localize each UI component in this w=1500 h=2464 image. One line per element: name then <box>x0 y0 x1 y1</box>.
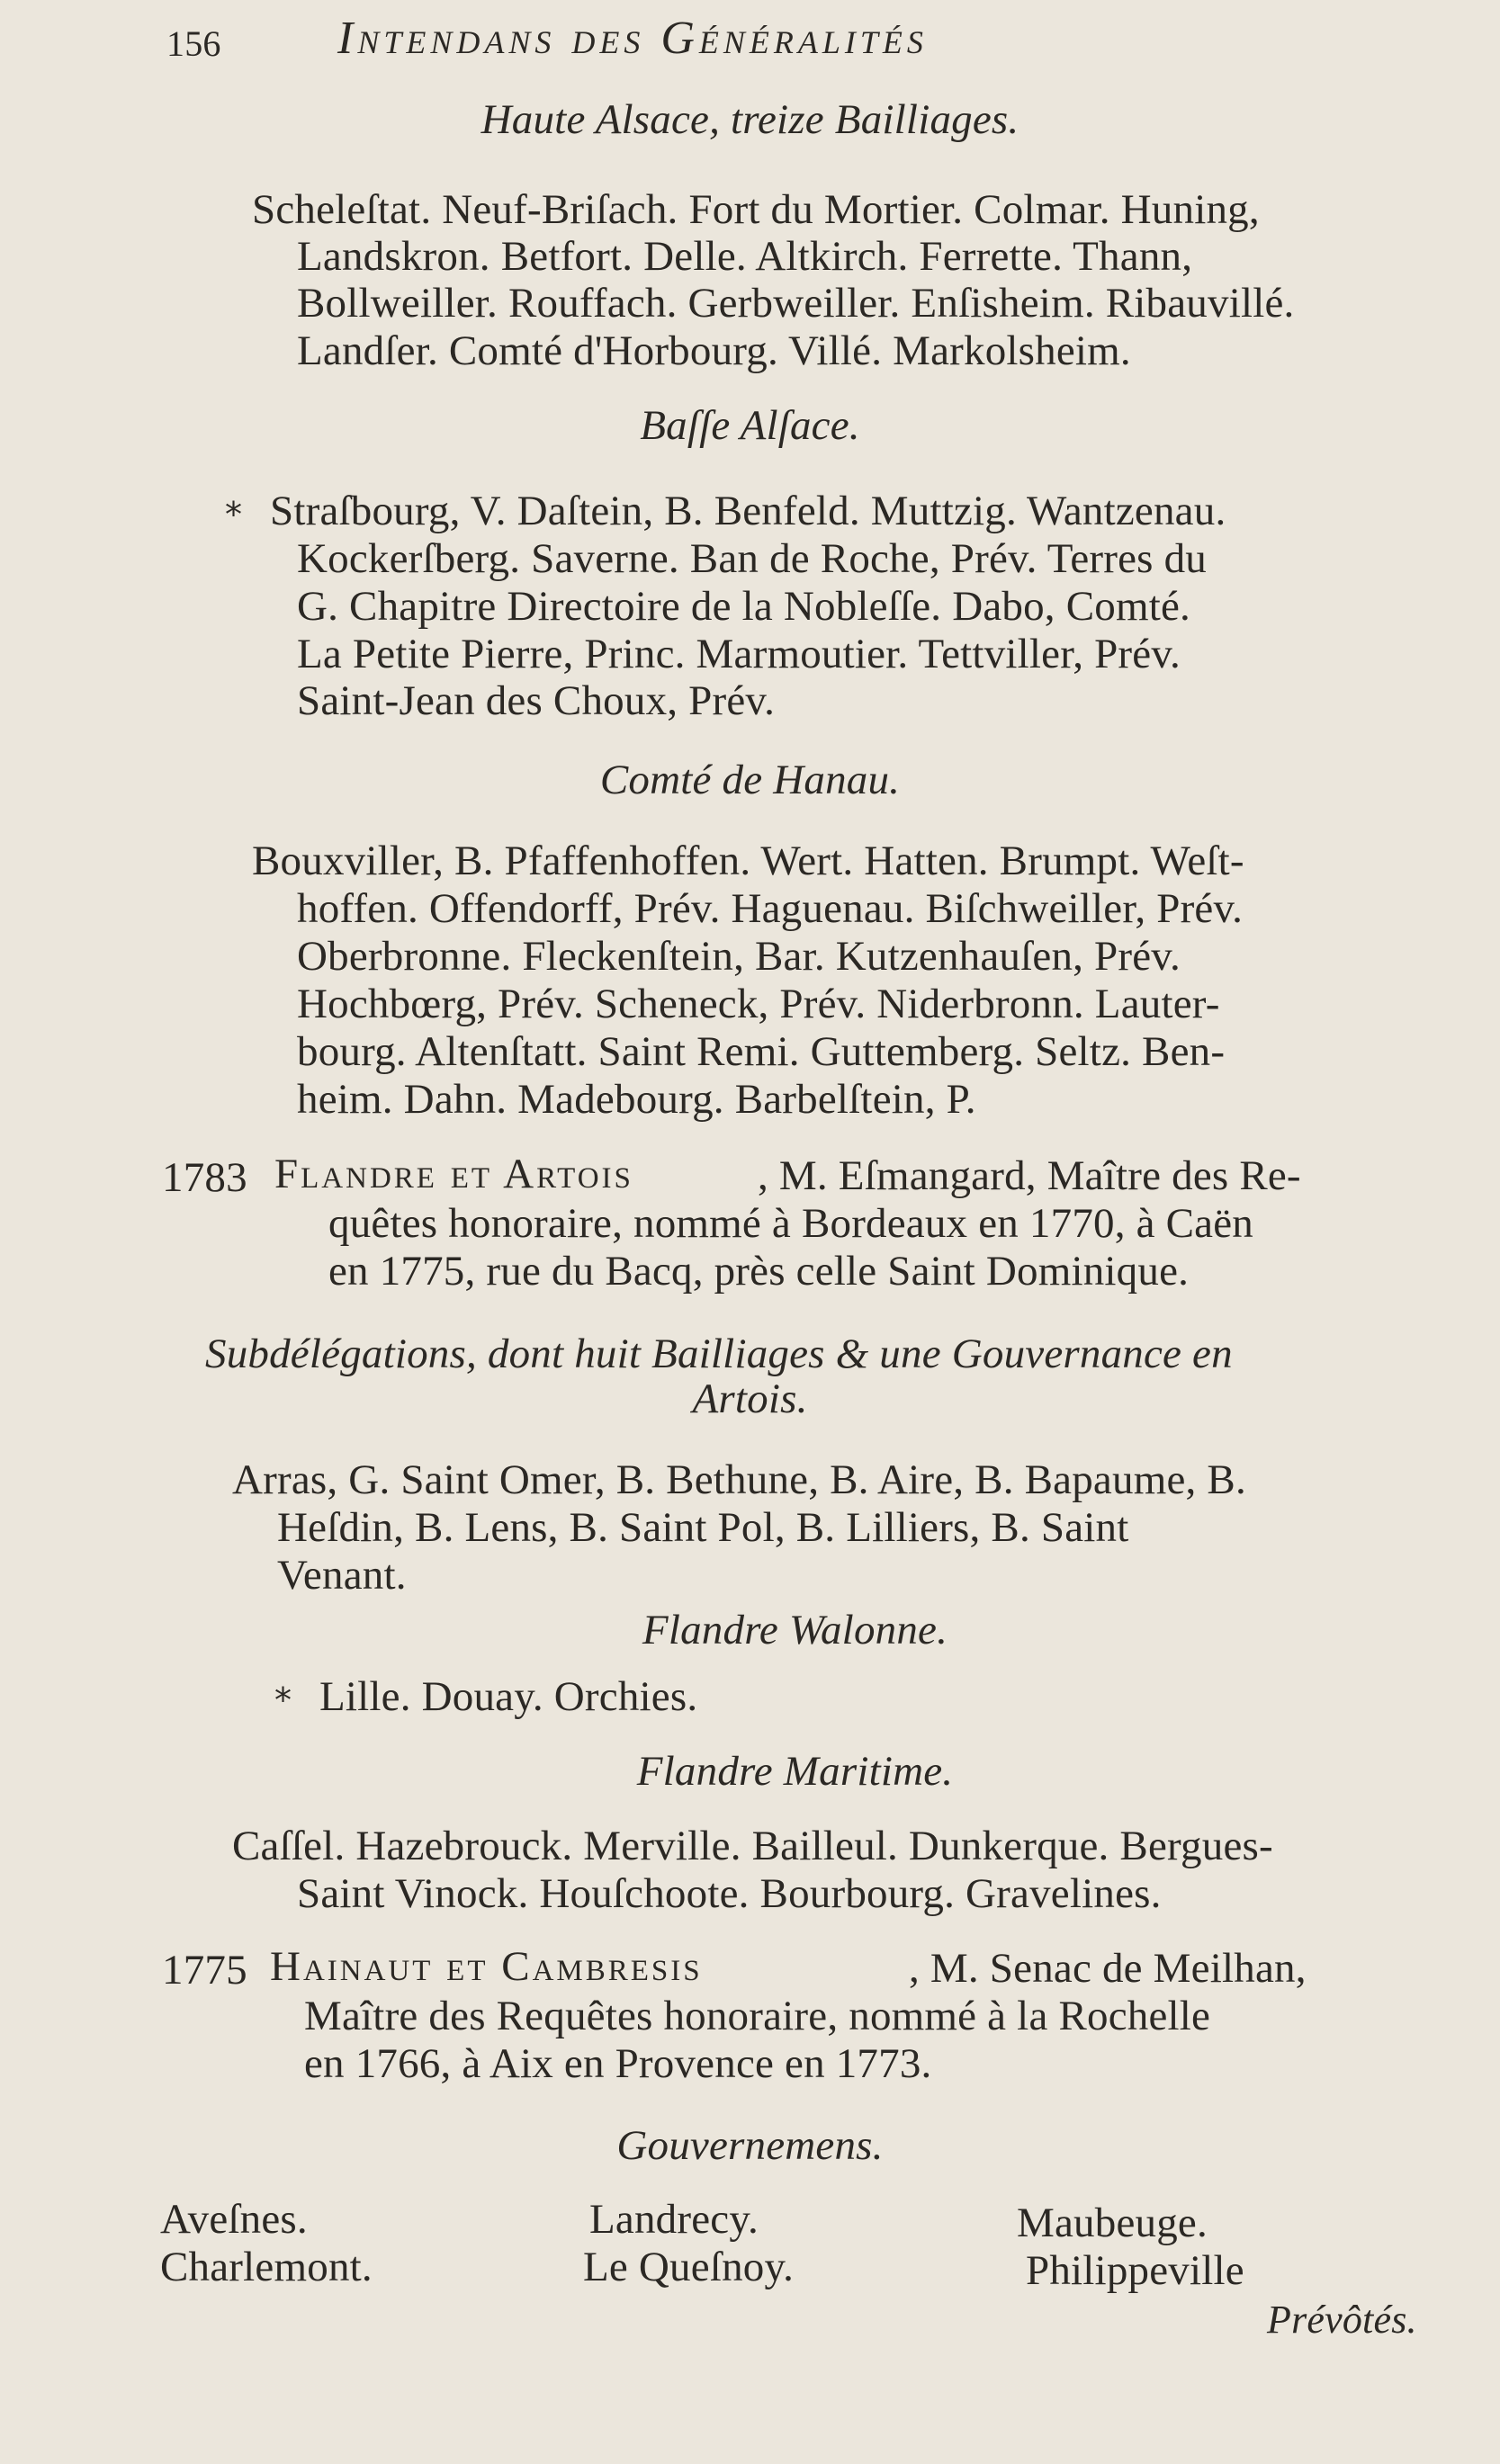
gouvernement-item: Philippeville <box>1026 2247 1244 2294</box>
hanau-line: hoffen. Offendorff, Prév. Haguenau. Biſchweiller, Prév. <box>297 885 1244 932</box>
basse-alsace-line: Saint-Jean des Choux, Prév. <box>297 677 776 724</box>
hainaut-line: , M. Senac de Meilhan, <box>909 1945 1307 1992</box>
gouvernement-item: Aveſnes. <box>160 2196 308 2243</box>
section-title-haute-alsace: Haute Alsace, treize Bailliages. <box>481 96 1019 143</box>
flandre-line: en 1775, rue du Bacq, près celle Saint Dominique. <box>328 1248 1190 1295</box>
flandre-line: , M. Eſmangard, Maître des Re- <box>758 1152 1301 1199</box>
haute-alsace-line: Scheleſtat. Neuf-Briſach. Fort du Mortier. Colmar. Huning, <box>252 186 1260 233</box>
hanau-line: Hochbœrg, Prév. Scheneck, Prév. Niderbronn. Lauter- <box>297 981 1220 1027</box>
page-number: 156 <box>166 23 221 64</box>
artois-line: Venant. <box>277 1552 407 1599</box>
star-marker: * <box>225 495 243 534</box>
hanau-line: Bouxviller, B. Pfaffenhoffen. Wert. Hatten. Brumpt. Weſt- <box>252 838 1244 884</box>
haute-alsace-line: Landskron. Betfort. Delle. Altkirch. Ferrette. Thann, <box>297 233 1193 280</box>
gouvernement-item: Landrecy. <box>589 2196 759 2243</box>
maritime-line: Caſſel. Hazebrouck. Merville. Bailleul. Dunkerque. Bergues- <box>232 1823 1273 1869</box>
entry-name-hainaut: Hainaut et Cambresis <box>270 1943 703 1990</box>
basse-alsace-line: Straſbourg, V. Daſtein, B. Benfeld. Muttzig. Wantzenau. <box>270 488 1226 534</box>
haute-alsace-line: Bollweiller. Rouffach. Gerbweiller. Enſisheim. Ribauvillé. <box>297 280 1295 327</box>
artois-line: Heſdin, B. Lens, B. Saint Pol, B. Lilliers, B. Saint <box>277 1504 1129 1551</box>
maritime-line: Saint Vinock. Houſchoote. Bourbourg. Gravelines. <box>297 1870 1162 1917</box>
gouvernement-item: Maubeuge. <box>1017 2200 1208 2246</box>
section-title-flandre-walonne: Flandre Walonne. <box>642 1607 948 1653</box>
hanau-line: heim. Dahn. Madebourg. Barbelſtein, P. <box>297 1076 976 1123</box>
gouvernement-item: Le Queſnoy. <box>583 2244 795 2290</box>
section-title-hanau: Comté de Hanau. <box>599 757 901 803</box>
basse-alsace-line: La Petite Pierre, Princ. Marmoutier. Tettviller, Prév. <box>297 631 1181 677</box>
subdelegations-title: Artois. <box>692 1375 808 1422</box>
catchword: Prévôtés. <box>1267 2298 1417 2342</box>
basse-alsace-line: Kockerſberg. Saverne. Ban de Roche, Prév. Terres du <box>297 535 1207 582</box>
hainaut-line: en 1766, à Aix en Provence en 1773. <box>304 2040 932 2087</box>
running-title: Intendans des Généralités <box>337 13 928 64</box>
hanau-line: bourg. Altenſtatt. Saint Remi. Guttemberg. Seltz. Ben- <box>297 1028 1226 1075</box>
section-title-basse-alsace: Baſſe Alſace. <box>640 402 860 449</box>
haute-alsace-line: Landſer. Comté d'Horbourg. Villé. Markolsheim. <box>297 327 1131 374</box>
entry-name-flandre: Flandre et Artois <box>274 1151 633 1197</box>
section-title-flandre-maritime: Flandre Maritime. <box>636 1748 954 1795</box>
star-marker: * <box>274 1680 292 1720</box>
hanau-line: Oberbronne. Fleckenſtein, Bar. Kutzenhauſen, Prév. <box>297 933 1181 980</box>
gouvernement-item: Charlemont. <box>160 2244 373 2290</box>
flandre-line: quêtes honoraire, nommé à Bordeaux en 1770, à Caën <box>328 1200 1254 1247</box>
section-title-gouvernemens: Gouvernemens. <box>616 2122 884 2169</box>
artois-line: Arras, G. Saint Omer, B. Bethune, B. Aire, B. Bapaume, B. <box>232 1456 1246 1503</box>
entry-year: 1783 <box>162 1154 247 1201</box>
subdelegations-title: Subdélégations, dont huit Bailliages & une Gouvernance en <box>205 1331 1233 1377</box>
entry-year: 1775 <box>162 1947 247 1994</box>
basse-alsace-line: G. Chapitre Directoire de la Nobleſſe. Dabo, Comté. <box>297 583 1190 630</box>
walonne-line: Lille. Douay. Orchies. <box>319 1673 698 1720</box>
hainaut-line: Maître des Requêtes honoraire, nommé à la Rochelle <box>304 1993 1211 2039</box>
